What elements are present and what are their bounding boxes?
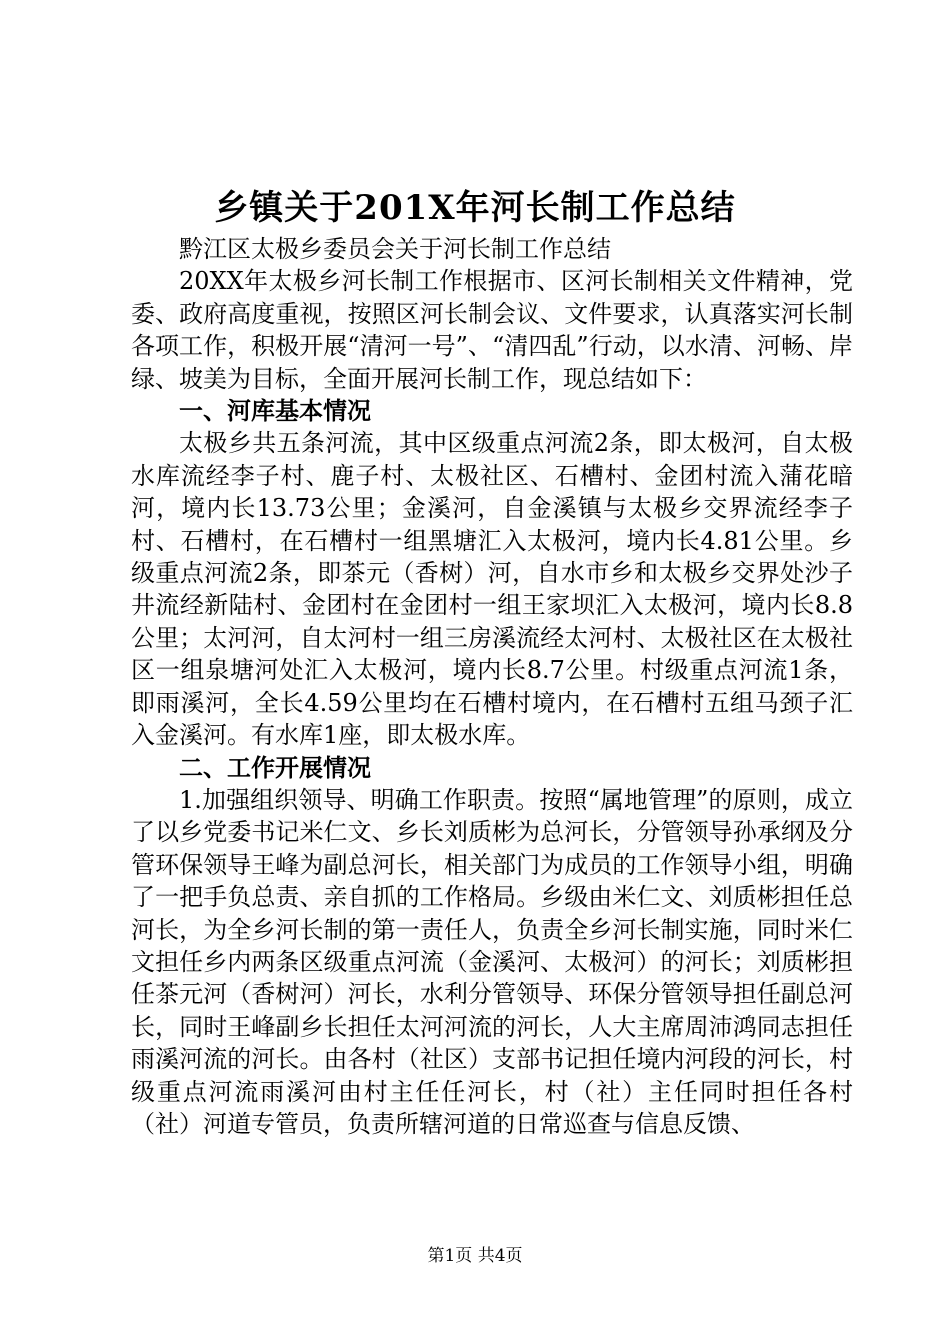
paragraph-river-basics: 太极乡共五条河流，其中区级重点河流2条，即太极河，自太极水库流经李子村、鹿子村、太极社区、石槽村、金团村流入蒲花暗河，境内长13.73公里；金溪河，自金溪镇与太极乡交界流经李子村、石槽村，在石槽村一组黑塘汇入太极河，境内长4.81公里。乡级重点河流2条，即茶元（香树）河，自水市乡和太极乡交界处沙子井流经新陆村、金团村在金团村一组王家坝汇入太极河，境内长8.8公里；太河河，自太河村一组三房溪流经太河村、太极社区在太极社区一组泉塘河处汇入太极河，境内长8.7公里。村级重点河流1条，即雨溪河，全长4.59公里均在石槽村境内，在石槽村五组马颈子汇入金溪河。有水库1座，即太极水库。 <box>131 429 853 750</box>
paragraph-subtitle: 黔江区太极乡委员会关于河长制工作总结 <box>179 235 611 263</box>
page-footer: 第1页 共4页 <box>427 1246 523 1266</box>
section-heading-2: 二、工作开展情况 <box>179 752 371 782</box>
paragraph-organization: 1.加强组织领导、明确工作职责。按照“属地管理”的原则，成立了以乡党委书记米仁文、乡长刘质彬为总河长，分管领导孙承纲及分管环保领导王峰为副总河长，相关部门为成员的工作领导小组，明确了一把手负总责、亲自抓的工作格局。乡级由米仁文、刘质彬担任总河长，为全乡河长制的第一责任人，负责全乡河长制实施，同时米仁文担任乡内两条区级重点河流（金溪河、太极河）的河长；刘质彬担任茶元河（香树河）河长，水利分管领导、环保分管领导担任副总河长，同时王峰副乡长担任太河河流的河长，人大主席周沛鸿同志担任雨溪河流的河长。由各村（社区）支部书记担任境内河段的河长，村级重点河流雨溪河由村主任任河长，村（社）主任同时担任各村（社）河道专管员，负责所辖河道的日常巡查与信息反馈、 <box>131 785 853 1138</box>
document-title: 乡镇关于201X年河长制工作总结 <box>214 188 736 228</box>
section-heading-1: 一、河库基本情况 <box>179 396 371 426</box>
document-body <box>131 233 853 1140</box>
paragraph-intro: 20XX年太极乡河长制工作根据市、区河长制相关文件精神，党委、政府高度重视，按照区河长制会议、文件要求，认真落实河长制各项工作，积极开展“清河一号”、“清四乱”行动，以水清、河畅、岸绿、坡美为目标，全面开展河长制工作，现总结如下： <box>131 267 853 393</box>
